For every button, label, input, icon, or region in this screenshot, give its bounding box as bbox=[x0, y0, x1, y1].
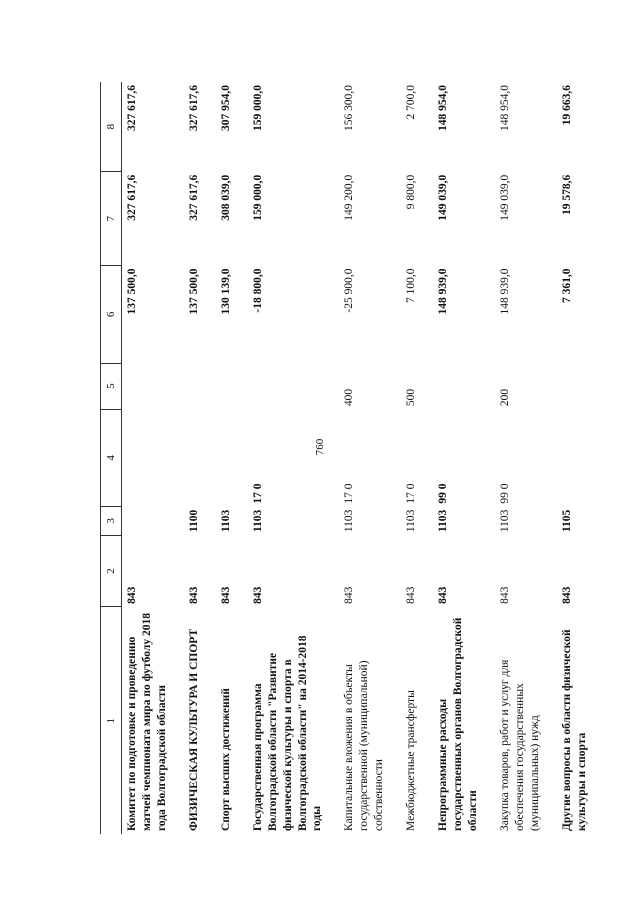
row-amount-col6: -25 900,0 bbox=[343, 268, 356, 313]
table-row bbox=[433, 82, 495, 834]
row-amount-col7: 308 039,0 bbox=[219, 174, 232, 221]
row-gov-code: 843 bbox=[498, 586, 511, 604]
row-name: Капитальные вложения в объекты государственной (муниципальной) собственности bbox=[343, 660, 386, 831]
row-expense-type bbox=[122, 363, 184, 409]
row-target-code bbox=[557, 409, 604, 507]
row-name: Непрограммные расходы государственных органов Волгоградской области bbox=[437, 617, 479, 831]
table-row bbox=[339, 82, 401, 834]
row-amount-col8: 148 954,0 bbox=[437, 85, 450, 131]
row-amount-col8: 159 000,0 bbox=[251, 85, 264, 131]
row-section-code: 1103 bbox=[437, 509, 450, 533]
column-header: 8 bbox=[101, 82, 122, 172]
row-name: Другие вопросы в области физической культуры и спорта bbox=[560, 629, 588, 831]
row-amount-col6: 148 939,0 bbox=[498, 268, 511, 315]
row-target-code: 99 0 bbox=[437, 483, 450, 504]
row-amount-col7: 149 039,0 bbox=[498, 174, 511, 221]
row-section-code: 1103 bbox=[343, 509, 356, 533]
row-expense-type bbox=[216, 363, 248, 409]
row-amount-col8: 19 663,6 bbox=[560, 85, 573, 126]
row-expense-type: 400 bbox=[343, 388, 356, 407]
row-amount-col6: 7 100,0 bbox=[405, 268, 418, 304]
row-amount-col7: 149 039,0 bbox=[437, 174, 450, 221]
row-section-code: 1103 bbox=[498, 509, 511, 533]
table-body bbox=[122, 82, 604, 834]
page-number: 760 bbox=[314, 438, 326, 456]
table-row bbox=[184, 82, 216, 834]
row-expense-type bbox=[184, 363, 216, 409]
row-amount-col8: 307 954,0 bbox=[219, 85, 232, 131]
row-amount-col8: 148 954,0 bbox=[498, 85, 511, 131]
row-amount-col6: 137 500,0 bbox=[187, 268, 200, 315]
row-gov-code: 843 bbox=[219, 586, 232, 604]
row-name: Государственная программа Волгоградской области "Развитие физической культуры и спорта в Волгоградской области" на 2014-2018 годы bbox=[251, 635, 324, 831]
row-target-code: 17 0 bbox=[343, 483, 356, 504]
table-row bbox=[557, 82, 604, 834]
row-amount-col6: 130 139,0 bbox=[219, 268, 232, 315]
row-target-code: 17 0 bbox=[251, 483, 264, 504]
table-row bbox=[248, 82, 340, 834]
table-row bbox=[401, 82, 433, 834]
row-gov-code: 843 bbox=[437, 586, 450, 604]
table-row bbox=[122, 82, 184, 834]
row-gov-code: 843 bbox=[126, 586, 138, 604]
row-name: Закупка товаров, работ и услуг для обеспечения государственных (муниципальных) нужд bbox=[498, 659, 541, 831]
row-target-code: 17 0 bbox=[405, 483, 418, 504]
row-amount-col7: 9 800,0 bbox=[405, 174, 418, 210]
row-section-code: 1103 bbox=[405, 509, 418, 533]
column-header: 2 bbox=[101, 535, 122, 607]
row-target-code bbox=[216, 409, 248, 507]
row-target-code: 99 0 bbox=[498, 483, 511, 504]
row-name: ФИЗИЧЕСКАЯ КУЛЬТУРА И СПОРТ bbox=[187, 628, 200, 831]
row-expense-type bbox=[433, 363, 495, 409]
header-row bbox=[101, 82, 122, 834]
row-gov-code: 843 bbox=[251, 586, 264, 604]
column-header: 4 bbox=[101, 409, 122, 507]
row-amount-col7: 19 578,6 bbox=[560, 174, 573, 216]
row-target-code bbox=[184, 409, 216, 507]
row-gov-code: 843 bbox=[187, 586, 200, 604]
row-amount-col6: -18 800,0 bbox=[251, 268, 264, 313]
row-section-code: 1103 bbox=[219, 509, 232, 533]
column-header: 6 bbox=[101, 266, 122, 364]
row-section-code bbox=[122, 507, 184, 536]
row-section-code: 1100 bbox=[187, 509, 200, 533]
column-header: 3 bbox=[101, 507, 122, 536]
row-name: Комитет по подготовке и проведению матчей чемпионата мира по футболу 2018 года Волгоградской области bbox=[126, 613, 168, 831]
row-amount-col8: 156 300,0 bbox=[343, 85, 356, 131]
row-amount-col8: 2 700,0 bbox=[405, 85, 418, 120]
row-expense-type bbox=[248, 363, 340, 409]
table-row bbox=[216, 82, 248, 834]
row-amount-col6: 7 361,0 bbox=[560, 268, 573, 304]
row-section-code: 1103 bbox=[251, 509, 264, 533]
column-header: 7 bbox=[101, 172, 122, 266]
budget-table bbox=[100, 82, 604, 834]
row-expense-type: 500 bbox=[405, 388, 418, 407]
row-name: Спорт высших достижений bbox=[219, 688, 232, 831]
row-expense-type bbox=[557, 363, 604, 409]
row-gov-code: 843 bbox=[405, 586, 418, 604]
row-target-code bbox=[122, 409, 184, 507]
row-amount-col6: 137 500,0 bbox=[126, 268, 138, 315]
row-amount-col8: 327 617,6 bbox=[187, 85, 200, 131]
row-section-code: 1105 bbox=[560, 509, 573, 533]
column-header: 5 bbox=[101, 363, 122, 409]
row-name: Межбюджетные трансферты bbox=[405, 690, 418, 831]
row-amount-col6: 148 939,0 bbox=[437, 268, 450, 315]
column-header: 1 bbox=[101, 607, 122, 834]
row-amount-col7: 327 617,6 bbox=[187, 174, 200, 221]
table-row bbox=[495, 82, 557, 834]
row-amount-col7: 327 617,6 bbox=[126, 174, 138, 221]
row-amount-col7: 159 000,0 bbox=[251, 174, 264, 221]
row-amount-col7: 149 200,0 bbox=[343, 174, 356, 221]
row-gov-code: 843 bbox=[560, 586, 573, 604]
row-expense-type: 200 bbox=[498, 388, 511, 407]
row-amount-col8: 327 617,6 bbox=[126, 85, 138, 131]
row-gov-code: 843 bbox=[343, 586, 356, 604]
